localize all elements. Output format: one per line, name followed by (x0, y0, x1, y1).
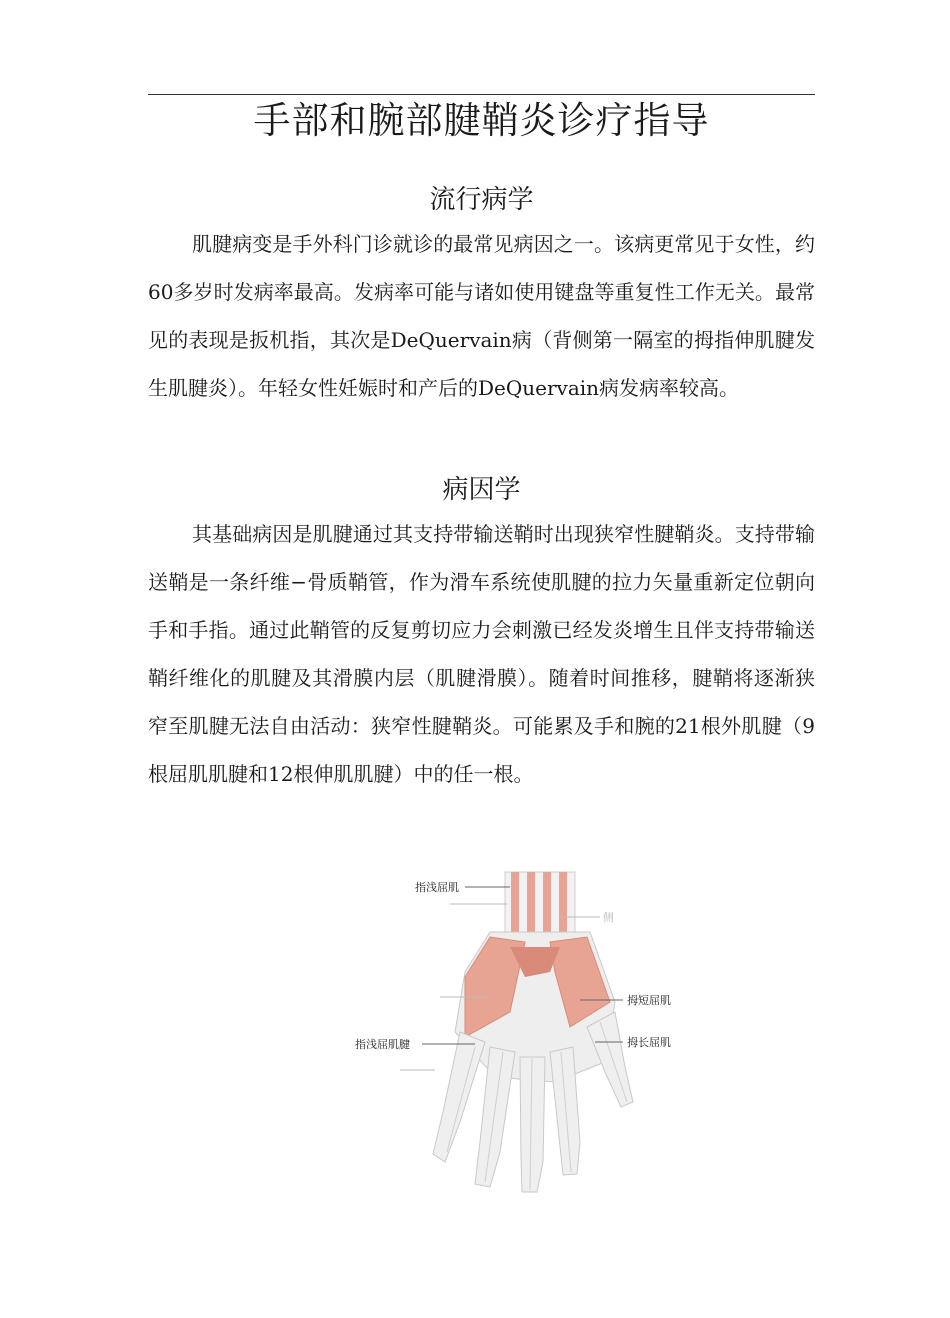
label-flexor-superficialis: 指浅屈肌 (415, 881, 459, 894)
section-heading-etiology: 病因学 (442, 475, 521, 505)
section-paragraph-etiology: 其基础病因是肌腱通过其支持带输送鞘时出现狭窄性腱鞘炎。支持带输送鞘是一条纤维−骨质鞘管，作为滑车系统使肌腱的拉力矢量重新定位朝向手和手指。通过此鞘管的反复剪切应力会刺激已经发炎增生且伴支持带输送鞘纤维化的肌腱及其滑膜内层（肌腱滑膜）。随着时间推移，腱鞘将逐渐狭窄至肌腱无法自由活动：狭窄性腱鞘炎。可能累及手和腕的21根外肌腱（9根屈肌肌腱和12根伸肌肌腱）中的任一根。 (148, 522, 815, 786)
label-flexor-pollicis-longus: 拇长屈肌 (627, 1036, 671, 1049)
header-rule (148, 94, 815, 95)
hand-anatomy-illustration (325, 862, 685, 1197)
label-partial-side: 侧 (603, 911, 614, 924)
section-heading-epidemiology: 流行病学 (429, 185, 534, 215)
section-paragraph-epidemiology: 肌腱病变是手外科门诊就诊的最常见病因之一。该病更常见于女性，约60多岁时发病率最高。发病率可能与诸如使用键盘等重复性工作无关。最常见的表现是扳机指，其次是DeQuervain病（背侧第一隔室的拇指伸肌腱发生肌腱炎）。年轻女性妊娠时和产后的DeQuervain病发病率较高。 (148, 232, 815, 400)
forearm-tendons (505, 872, 575, 932)
document-title: 手部和腕部腱鞘炎诊疗指导 (253, 99, 710, 142)
hand-anatomy-figure (325, 862, 685, 1197)
label-flexor-superficialis-tendon: 指浅屈肌腱 (355, 1038, 410, 1051)
label-flexor-pollicis-brevis: 拇短屈肌 (627, 994, 671, 1007)
